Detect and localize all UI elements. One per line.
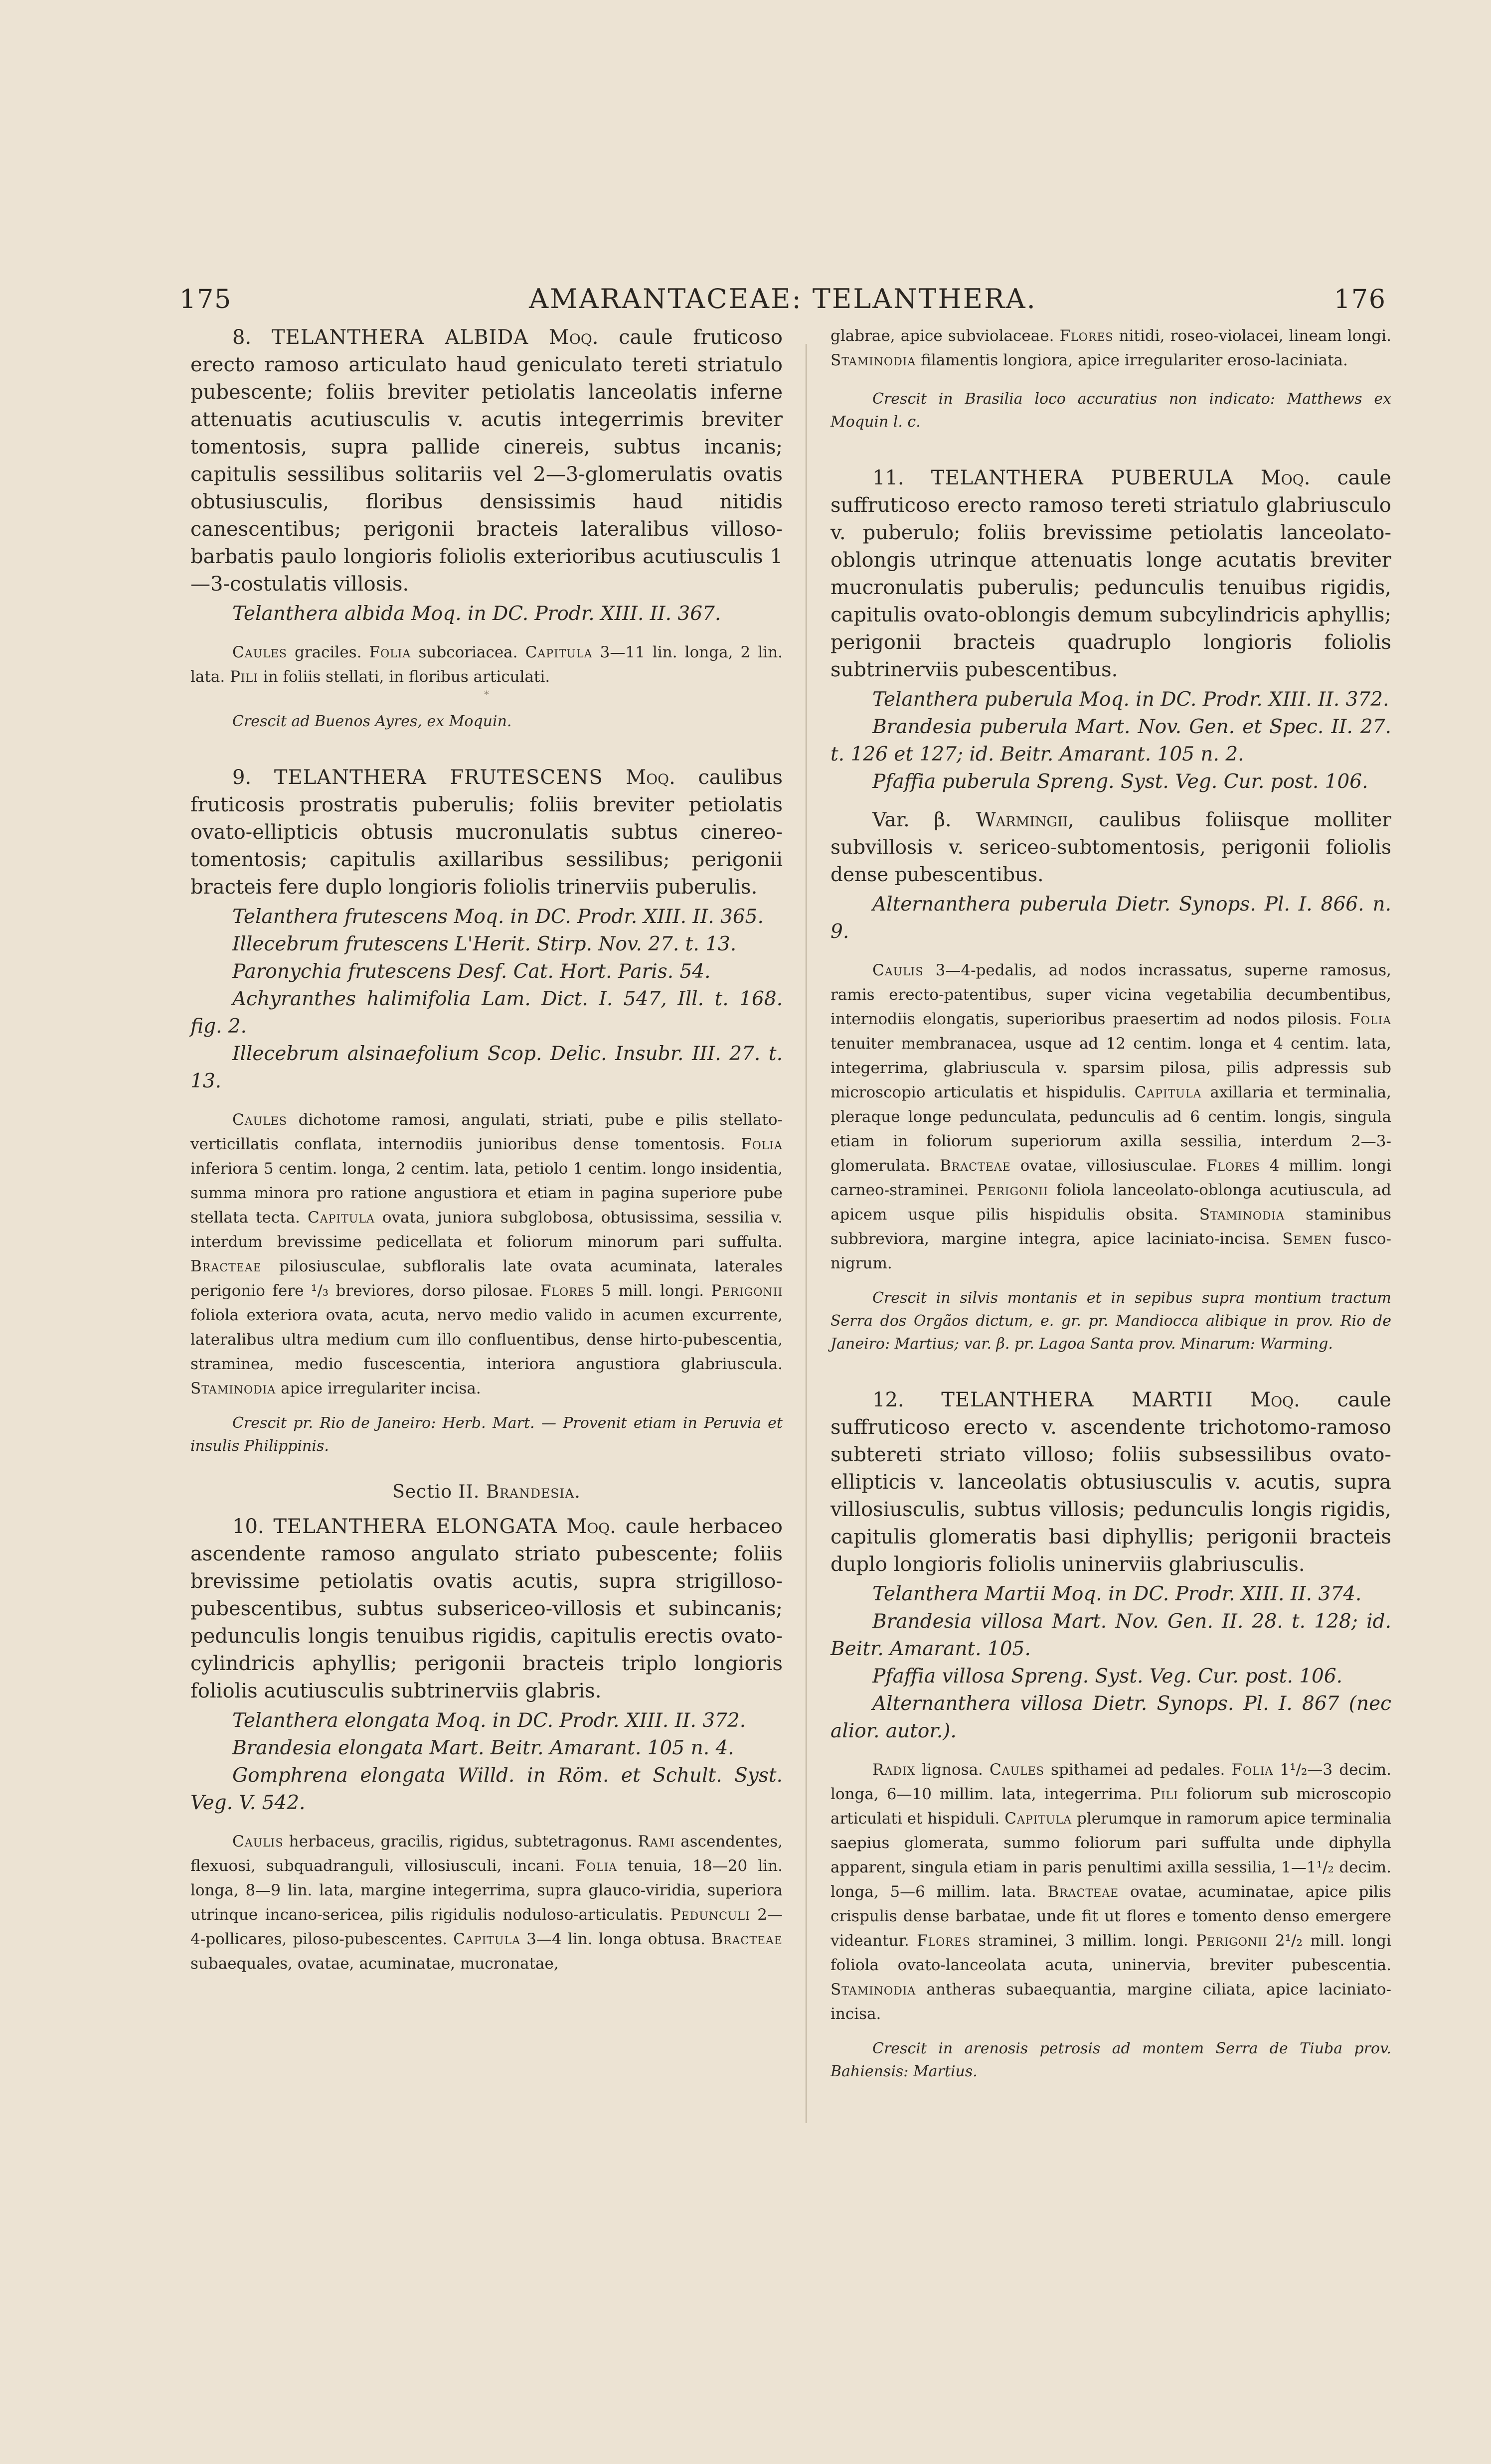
species-10-name: TELANTHERA ELONGATA xyxy=(273,1515,557,1538)
page-number-right: 176 xyxy=(1333,285,1386,314)
species-11-locality: Crescit in silvis montanis et in sepibus supra montium tractum Serra dos Orgãos dictum, e. gr. pr. Mandiocca alibique in prov. Rio de Janeiro: Martius; var. β. pr. Lagoa Santa prov. Minarum: Warming. xyxy=(830,1289,1391,1353)
synonym-line: Pfaffia puberula Spreng. Syst. Veg. Cur. post. 106. xyxy=(872,770,1368,793)
species-9-description: Caules dichotome ramosi, angulati, striati, pube e pilis stellato-verticillatis conflata, internodiis junioribus dense tomentosis. Folia inferiora 5 centim. longa, 2 centim. lata, petiolo 1 centim. longo insidentia, summa minora pro ratione angustiora et etiam in pagina superiore pube stellata tecta. Capitula ovata, juniora subglobosa, obtusissima, sessilia v. interdum brevissime pedicellata et foliorum minorum pari suffulta. Bracteae pilosiusculae, subfloralis late ovata acuminata, laterales perigonio fere ¹/₃ breviores, dorso pilosae. Flores 5 mill. longi. Perigonii foliola exteriora ovata, acuta, nervo medio valido in acumen excurrente, lateralibus ultra medium cum illo confluentibus, dense hirto-pubescentia, straminea, medio fuscescentia, interiora angustiora glabriuscula. Staminodia apice irregulariter incisa. xyxy=(190,1111,783,1397)
species-12-name: TELANTHERA MARTII xyxy=(941,1388,1213,1411)
species-9-diagnosis: 9. TELANTHERA FRUTESCENS Moq. caulibus fruticosis prostratis puberulis; foliis breviter petiolatis ovato-ellipticis obtusis mucronulatis subtus cinereo-tomentosis; capitulis axillaribus sessilibus; perigonii bracteis fere duplo longioris foliolis trinerviis puberulis. xyxy=(190,766,783,899)
synonym-line: Telanthera puberula Moq. in DC. Prodr. XIII. II. 372. xyxy=(872,688,1389,711)
species-10-description-continued: glabrae, apice subviolaceae. Flores nitidi, roseo-violacei, lineam longi. Staminodia filamentis longiora, apice irregulariter eroso-laciniata. xyxy=(830,327,1392,369)
species-8-synonyms xyxy=(190,600,783,627)
species-12-diagnosis: 12. TELANTHERA MARTII Moq. caule suffruticoso erecto v. ascendente trichotomo-ramoso subtereti striato villoso; foliis subsessilibus ovato-ellipticis v. lanceolatis obtusiusculis v. acutis, supra villosiusculis, subtus villosis; pedunculis longis rigidis, capitulis glomeratis basi diphyllis; perigonii bracteis duplo longioris foliolis uninerviis glabriusculis. xyxy=(830,1388,1392,1576)
synonym-line: Telanthera frutescens Moq. in DC. Prodr. XIII. II. 365. xyxy=(232,906,764,928)
synonym-line: Brandesia elongata Mart. Beitr. Amarant. 105 n. 4. xyxy=(232,1737,734,1759)
species-8-description: Caules graciles. Folia subcoriacea. Capitula 3—11 lin. longa, 2 lin. lata. Pili in foliis stellati, in floribus articulati. xyxy=(190,643,783,686)
species-11-variety-synonym xyxy=(830,891,1391,945)
synonym-line: Brandesia villosa Mart. Nov. Gen. II. 28. t. 128; id. Beitr. Amarant. 105. xyxy=(830,1610,1391,1660)
column-divider xyxy=(806,344,807,2123)
species-10-description: Caulis herbaceus, gracilis, rigidus, subtetragonus. Rami ascendentes, flexuosi, subquadranguli, villosiusculi, incani. Folia tenuia, 18—20 lin. longa, 8—9 lin. lata, margine integerrima, supra glauco-viridia, superiora utrinque incano-sericea, pilis rigidulis noduloso-articulatis. Pedunculi 2—4-pollicares, piloso-pubescentes. Capitula 3—4 lin. longa obtusa. Bracteae subaequales, ovatae, acuminatae, mucronatae, xyxy=(190,1833,783,1973)
species-12-synonyms xyxy=(830,1580,1391,1745)
synonym-line: Achyranthes halimifolia Lam. Dict. I. 547, Ill. t. 168. fig. 2. xyxy=(190,988,783,1038)
species-11-name: TELANTHERA PUBERULA xyxy=(931,466,1234,489)
species-9-name: TELANTHERA FRUTESCENS xyxy=(274,766,603,789)
synonym-line: Telanthera elongata Moq. in DC. Prodr. XIII. II. 372. xyxy=(232,1709,746,1732)
species-12-locality: Crescit in arenosis petrosis ad montem Serra de Tiuba prov. Bahiensis: Martius. xyxy=(830,2040,1391,2080)
species-10-diagnosis: 10. TELANTHERA ELONGATA Moq. caule herbaceo ascendente ramoso angulato striato pubescente; foliis brevissime petiolatis ovatis acutis, supra strigilloso-pubescentibus, subtus subsericeo-villosis et subincanis; pedunculis longis tenuibus rigidis, capitulis erectis ovato-cylindricis aphyllis; perigonii bracteis triplo longioris foliolis acutiusculis subtrinerviis glabris. xyxy=(190,1515,783,1702)
section-heading: Sectio II. Brandesia. xyxy=(392,1482,581,1502)
asterisk-mark: * xyxy=(484,688,489,700)
synonym-line: Alternanthera villosa Dietr. Synops. Pl. I. 867 (nec alior. autor.). xyxy=(830,1693,1391,1742)
synonym-line: Pfaffia villosa Spreng. Syst. Veg. Cur. post. 106. xyxy=(872,1665,1343,1688)
species-10-locality: Crescit in Brasilia loco accuratius non indicato: Matthews ex Moquin l. c. xyxy=(830,390,1391,431)
species-11-variety: Var. β. Warmingii, caulibus foliisque molliter subvillosis v. sericeo-subtomentosis, perigonii foliolis dense pubescentibus. xyxy=(830,809,1392,886)
species-11-synonyms xyxy=(830,686,1391,795)
species-12-description: Radix lignosa. Caules spithamei ad pedales. Folia 1¹/₂—3 decim. longa, 6—10 millim. lata, integerrima. Pili foliorum sub microscopio articulati et hispiduli. Capitula plerumque in ramorum apice terminalia saepius glomerata, summo foliorum pari suffulta unde diphylla apparent, singula etiam in paris penultimi axilla sessilia, 1—1¹/₂ decim. longa, 5—6 millim. lata. Bracteae ovatae, acuminatae, apice pilis crispulis dense barbatae, unde fit ut flores e tomento denso emergere videantur. Flores straminei, 3 millim. longi. Perigonii 2¹/₂ mill. longi foliola ovato-lanceolata acuta, uninervia, breviter pubescentia. Staminodia antheras subaequantia, margine ciliata, apice laciniato-incisa. xyxy=(830,1761,1392,2023)
synonym-line: Telanthera Martii Moq. in DC. Prodr. XIII. II. 374. xyxy=(872,1583,1362,1605)
species-8-diagnosis: 8. TELANTHERA ALBIDA Moq. caule fruticoso erecto ramoso articulato haud geniculato tereti striatulo pubescente; foliis breviter petiolatis lanceolatis inferne attenuatis acutiusculis v. acutis integerrimis breviter tomentosis, supra pallide cinereis, subtus incanis; capitulis sessilibus solitariis vel 2—3-glomerulatis ovatis obtusiusculis, floribus densissimis haud nitidis canescentibus; perigonii bracteis lateralibus villoso-barbatis paulo longioris foliolis exterioribus acutiusculis 1—3-costulatis villosis. xyxy=(190,326,783,596)
synonym-line: Illecebrum frutescens L'Herit. Stirp. Nov. 27. t. 13. xyxy=(232,933,737,955)
left-column xyxy=(190,324,783,1976)
right-column xyxy=(830,324,1391,2083)
species-10-synonyms xyxy=(190,1707,783,1817)
species-11-description: Caulis 3—4-pedalis, ad nodos incrassatus, superne ramosus, ramis erecto-patentibus, super vicina vegetabilia decumbentibus, internodiis elongatis, superioribus praesertim ad nodos pilosis. Folia tenuiter membranacea, usque ad 12 centim. longa et 4 centim. lata, integerrima, glabriuscula v. sparsim pilosa, pilis adpressis sub microscopio articulatis et hispidulis. Capitula axillaria et terminalia, pleraque longe pedunculata, pedunculis ad 6 centim. longis, singula etiam in foliorum superiorum axilla sessilia, interdum 2—3-glomerulata. Bracteae ovatae, villosiusculae. Flores 4 millim. longi carneo-straminei. Perigonii foliola lanceolato-oblonga acutiuscula, ad apicem usque pilis hispidulis obsita. Staminodia staminibus subbreviora, margine integra, apice laciniato-incisa. Semen fusco-nigrum. xyxy=(830,961,1392,1272)
synonym-line: Paronychia frutescens Desf. Cat. Hort. Paris. 54. xyxy=(232,960,711,983)
page-number-left: 175 xyxy=(179,285,232,314)
species-11-diagnosis: 11. TELANTHERA PUBERULA Moq. caule suffruticoso erecto ramoso tereti striatulo glabriusculo v. puberulo; foliis brevissime petiolatis lanceolato-oblongis utrinque attenuatis longe acutatis breviter mucronulatis puberulis; pedunculis tenuibus rigidis, capitulis ovato-oblongis demum subcylindricis aphyllis; perigonii bracteis quadruplo longioris foliolis subtrinerviis pubescentibus. xyxy=(830,466,1392,681)
synonym-line: Telanthera albida Moq. in DC. Prodr. XIII. II. 367. xyxy=(232,603,721,625)
page-title: AMARANTACEAE: TELANTHERA. xyxy=(529,283,1037,314)
species-8-name: TELANTHERA ALBIDA xyxy=(271,326,529,349)
species-9-synonyms xyxy=(190,903,783,1095)
synonym-line: Brandesia puberula Mart. Nov. Gen. et Spec. II. 27. t. 126 et 127; id. Beitr. Amarant. 105 n. 2. xyxy=(830,716,1391,766)
species-8-locality: Crescit ad Buenos Ayres, ex Moquin. xyxy=(232,713,512,730)
synonym-line: Illecebrum alsinaefolium Scop. Delic. Insubr. III. 27. t. 13. xyxy=(190,1043,783,1092)
synonym-line: Alternanthera puberula Dietr. Synops. Pl. I. 866. n. 9. xyxy=(830,893,1391,943)
synonym-line: Gomphrena elongata Willd. in Röm. et Schult. Syst. Veg. V. 542. xyxy=(190,1764,783,1814)
species-9-locality: Crescit pr. Rio de Janeiro: Herb. Mart. — Provenit etiam in Peruvia et insulis Philippinis. xyxy=(190,1414,783,1455)
running-header xyxy=(179,283,1386,323)
